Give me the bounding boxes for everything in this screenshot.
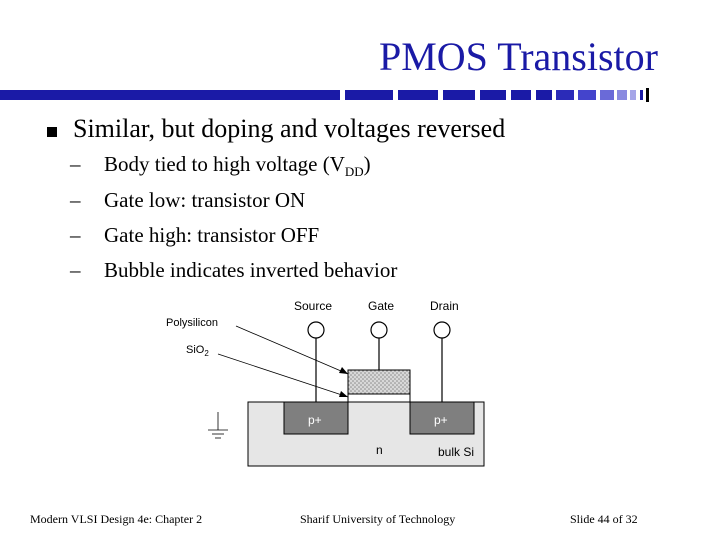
sub-bullet-3	[70, 223, 319, 248]
gate-label: Gate	[368, 299, 395, 313]
bullet-square-icon	[47, 127, 57, 137]
polysilicon-label: Polysilicon	[166, 317, 218, 329]
n-label: n	[376, 443, 383, 457]
title-underline-bar	[0, 88, 660, 104]
bulk-si-label: bulk Si	[438, 445, 475, 459]
slide-title: PMOS Transistor	[378, 34, 658, 79]
polysilicon-gate	[348, 370, 410, 394]
ground-icon	[208, 412, 228, 438]
sub-bullet-1	[70, 152, 371, 180]
dash: –	[70, 152, 81, 176]
p-plus-left-label: p+	[308, 413, 322, 427]
sub-bullet-text: Body tied to high voltage (V	[104, 152, 345, 176]
sub-bullet-text: Gate low: transistor ON	[104, 188, 306, 212]
footer-left: Modern VLSI Design 4e: Chapter 2	[30, 512, 203, 526]
footer-center: Sharif University of Technology	[300, 512, 456, 526]
source-terminal-icon	[308, 322, 324, 338]
sub-bullet-text: Gate high: transistor OFF	[104, 223, 320, 247]
source-label: Source	[294, 299, 333, 313]
gate-oxide	[348, 394, 410, 402]
footer-right: Slide 44 of 32	[570, 512, 638, 526]
main-bullet: Similar, but doping and voltages reversed	[73, 114, 506, 143]
sub-bullet-2	[70, 188, 305, 213]
gate-terminal-icon	[371, 322, 387, 338]
sub-bullet-text-after: )	[363, 152, 371, 176]
sub-bullet-text: Bubble indicates inverted behavior	[104, 258, 398, 282]
pmos-cross-section-diagram	[150, 290, 510, 480]
drain-terminal-icon	[434, 322, 450, 338]
dash: –	[70, 223, 81, 247]
dash: –	[70, 258, 81, 282]
sub-bullet-4	[70, 258, 397, 283]
drain-label: Drain	[430, 299, 459, 313]
dash: –	[70, 188, 81, 212]
p-plus-right-label: p+	[434, 413, 448, 427]
sio2-label: SiO$_2$	[186, 344, 209, 358]
subscript: DD	[344, 164, 364, 180]
